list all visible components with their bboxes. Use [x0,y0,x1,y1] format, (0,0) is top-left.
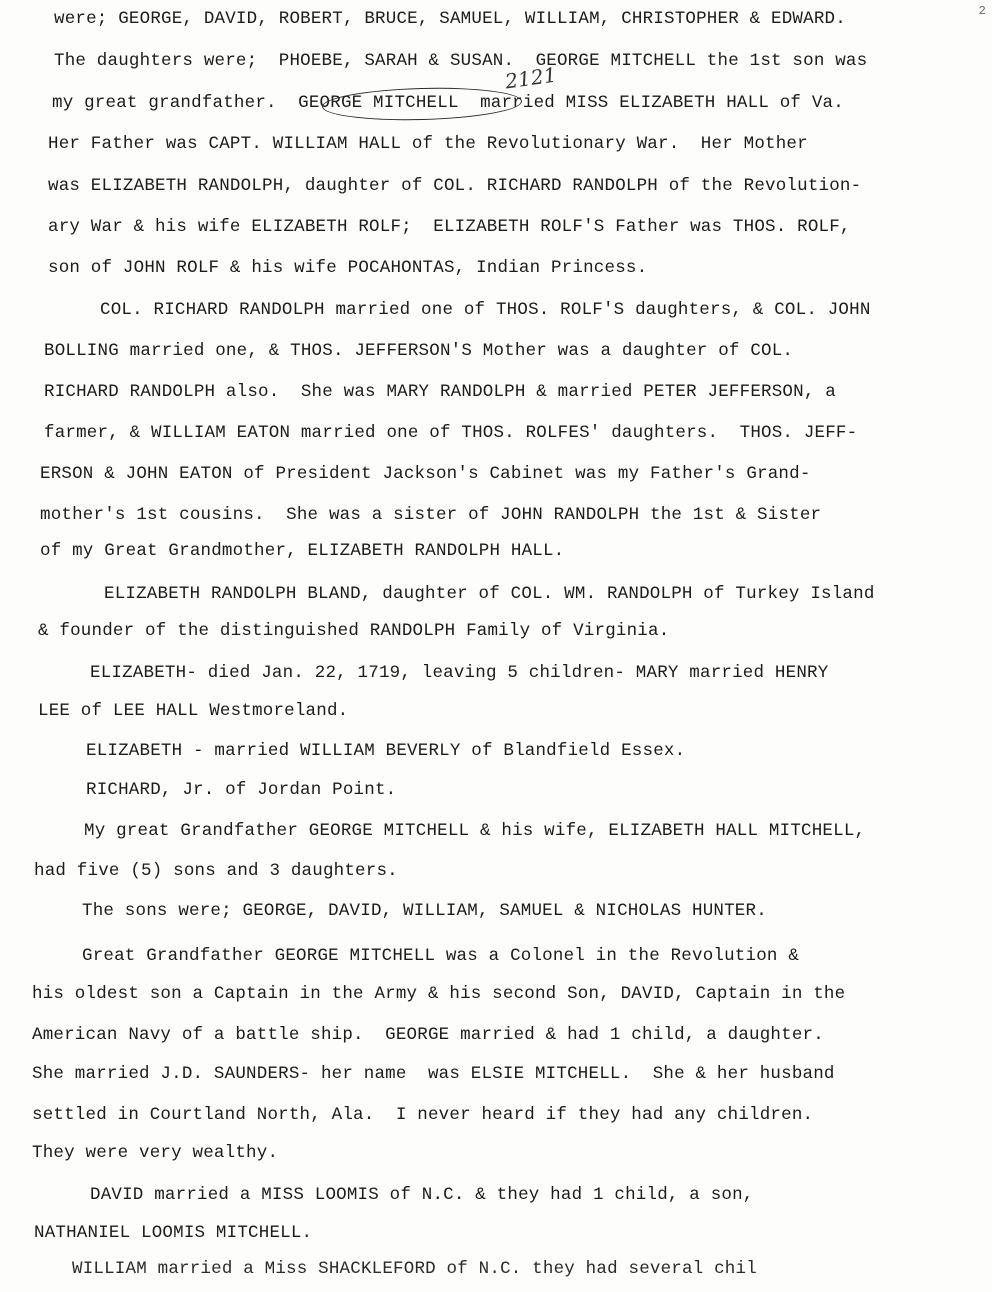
text-line-32: WILLIAM married a Miss SHACKLEFORD of N.C. they had several chil [72,1259,757,1279]
text-line-13: mother's 1st cousins. She was a sister of JOHN RANDOLPH the 1st & Sister [40,505,822,525]
text-line-1: were; GEORGE, DAVID, ROBERT, BRUCE, SAMUEL, WILLIAM, CHRISTOPHER & EDWARD. [54,9,846,29]
text-line-22: had five (5) sons and 3 daughters. [34,861,398,881]
text-line-18: LEE of LEE HALL Westmoreland. [38,701,349,721]
text-line-15: ELIZABETH RANDOLPH BLAND, daughter of COL. WM. RANDOLPH of Turkey Island [104,584,875,604]
text-line-24: Great Grandfather GEORGE MITCHELL was a Colonel in the Revolution & [82,946,800,966]
text-line-16: & founder of the distinguished RANDOLPH Family of Virginia. [38,621,670,641]
text-line-30: DAVID married a MISS LOOMIS of N.C. & they had 1 child, a son, [90,1185,754,1205]
text-line-6: ary War & his wife ELIZABETH ROLF; ELIZABETH ROLF'S Father was THOS. ROLF, [48,217,851,237]
edge-mark: 2 [978,4,986,18]
text-line-9: BOLLING married one, & THOS. JEFFERSON'S Mother was a daughter of COL. [44,341,794,361]
text-line-12: ERSON & JOHN EATON of President Jackson's Cabinet was my Father's Grand- [40,464,811,484]
text-line-23: The sons were; GEORGE, DAVID, WILLIAM, SAMUEL & NICHOLAS HUNTER. [82,901,767,921]
text-line-11: farmer, & WILLIAM EATON married one of THOS. ROLFES' daughters. THOS. JEFF- [44,423,858,443]
text-line-8: COL. RICHARD RANDOLPH married one of THOS. ROLF'S daughters, & COL. JOHN [100,300,871,320]
handwritten-note: 2121 [503,62,559,94]
cut-off-line [72,1259,872,1282]
text-line-31: NATHANIEL LOOMIS MITCHELL. [34,1223,313,1243]
text-line-7: son of JOHN ROLF & his wife POCAHONTAS, Indian Princess. [48,258,648,278]
text-line-29: They were very wealthy. [32,1143,279,1163]
text-line-28: settled in Courtland North, Ala. I never heard if they had any children. [32,1105,814,1125]
text-line-4: Her Father was CAPT. WILLIAM HALL of the Revolutionary War. Her Mother [48,134,808,154]
ink-circle-annotation [322,85,523,122]
text-line-20: RICHARD, Jr. of Jordan Point. [86,780,397,800]
text-line-10: RICHARD RANDOLPH also. She was MARY RANDOLPH & married PETER JEFFERSON, a [44,382,836,402]
text-line-26: American Navy of a battle ship. GEORGE married & had 1 child, a daughter. [32,1025,824,1045]
text-line-2: The daughters were; PHOEBE, SARAH & SUSAN. GEORGE MITCHELL the 1st son was [54,51,868,71]
text-line-17: ELIZABETH- died Jan. 22, 1719, leaving 5 children- MARY married HENRY [90,663,829,683]
text-line-25: his oldest son a Captain in the Army & his second Son, DAVID, Captain in the [32,984,846,1004]
text-line-27: She married J.D. SAUNDERS- her name was ELSIE MITCHELL. She & her husband [32,1064,835,1084]
text-line-5: was ELIZABETH RANDOLPH, daughter of COL. RICHARD RANDOLPH of the Revolution- [48,176,862,196]
text-line-14: of my Great Grandmother, ELIZABETH RANDOLPH HALL. [40,541,565,561]
text-line-21: My great Grandfather GEORGE MITCHELL & his wife, ELIZABETH HALL MITCHELL, [84,821,866,841]
text-line-19: ELIZABETH - married WILLIAM BEVERLY of Blandfield Essex. [86,741,686,761]
text-line-3: my great grandfather. GEORGE MITCHELL married MISS ELIZABETH HALL of Va. [52,93,844,113]
